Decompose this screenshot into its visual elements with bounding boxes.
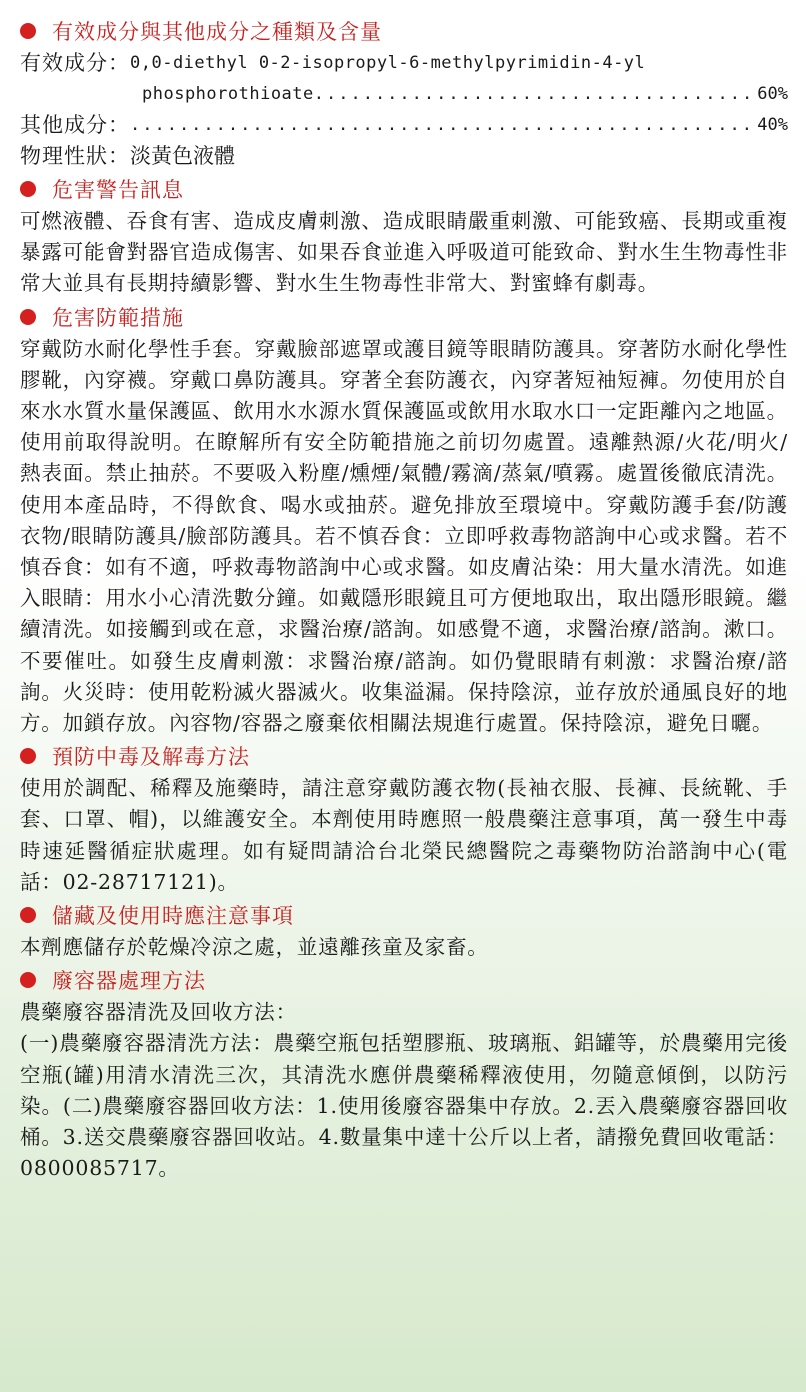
section-heading-ingredients: [20, 14, 788, 48]
active-ingredient-row: [20, 48, 788, 79]
active-ingredient-percent: 60%: [757, 84, 788, 104]
precautions-text: 穿戴防水耐化學性手套。穿戴臉部遮罩或護目鏡等眼睛防護具。穿著防水耐化學性膠靴，內穿襪。穿戴口鼻防護具。穿著全套防護衣，內穿著短袖短褲。勿使用於自來水水質水量保護區、飲用水水源水質保護區或飲用水取水口一定距離內之地區。使用前取得說明。在瞭解所有安全防範措施之前切勿處置。遠離熱源/火花/明火/熱表面。禁止抽菸。不要吸入粉塵/燻煙/氣體/霧滴/蒸氣/噴霧。處置後徹底清洗。使用本產品時，不得飲食、喝水或抽菸。避免排放至環境中。穿戴防護手套/防護衣物/眼睛防護具/臉部防護具。若不慎吞食：立即呼救毒物諮詢中心或求醫。若不慎吞食：如有不適，呼救毒物諮詢中心或求醫。如皮膚沾染：用大量水清洗。如進入眼睛：用水小心清洗數分鐘。如戴隱形眼鏡且可方便地取出，取出隱形眼鏡。繼續清洗。如接觸到或在意，求醫治療/諮詢。如感覺不適，求醫治療/諮詢。漱口。不要催吐。如發生皮膚刺激：求醫治療/諮詢。如仍覺眼睛有刺激：求醫治療/諮詢。火災時：使用乾粉滅火器滅火。收集溢漏。保持陰涼，並存放於通風良好的地方。加鎖存放。內容物/容器之廢棄依相關法規進行處置。保持陰涼，避免日曬。: [20, 336, 788, 736]
bullet-icon: [20, 181, 36, 197]
section-heading-disposal: [20, 963, 788, 997]
physical-state-label: 物理性狀：: [20, 144, 130, 168]
bullet-icon: [20, 748, 36, 764]
heading-text: 危害警告訊息: [52, 178, 184, 202]
hazard-warning-text: 可燃液體、吞食有害、造成皮膚刺激、造成眼睛嚴重刺激、可能致癌、長期或重複暴露可能會對器官造成傷害、如果吞食並進入呼吸道可能致命、對水生生物毒性非常大並具有長期持續影響、對水生生物毒性非常大、對蜜蜂有劇毒。: [20, 209, 788, 296]
poisoning-text: 使用於調配、稀釋及施藥時，請注意穿戴防護衣物(長袖衣服、長褲、長統靴、手套、口罩、帽)，以維護安全。本劑使用時應照一般農藥注意事項，萬一發生中毒時速延醫循症狀處理。如有疑問請洽台北榮民總醫院之毒藥物防治諮詢中心(電話：02-28717121)。: [20, 776, 788, 894]
disposal-intro: 農藥廢容器清洗及回收方法：: [20, 1000, 297, 1025]
bullet-icon: [20, 309, 36, 325]
dot-leader: [130, 110, 757, 141]
section-heading-poisoning: [20, 739, 788, 773]
bullet-icon: [20, 23, 36, 39]
active-ingredient-label: 有效成分：: [20, 51, 130, 75]
disposal-text: (一)農藥廢容器清洗方法：農藥空瓶包括塑膠瓶、玻璃瓶、鋁罐等，於農藥用完後空瓶(罐)用清水清洗三次，其清洗水應併農藥稀釋液使用，勿隨意傾倒，以防污染。(二)農藥廢容器回收方法：1.使用後廢容器集中存放。2.丟入農藥廢容器回收桶。3.送交農藥廢容器回收站。4.數量集中達十公斤以上者，請撥免費回收電話：0800085717。: [20, 1031, 788, 1181]
section-heading-precautions: [20, 300, 788, 334]
physical-state-value: 淡黃色液體: [130, 144, 235, 168]
bullet-icon: [20, 907, 36, 923]
physical-state-row: [20, 141, 788, 172]
bullet-icon: [20, 972, 36, 988]
heading-text: 有效成分與其他成分之種類及含量: [52, 20, 382, 44]
heading-text: 儲藏及使用時應注意事項: [52, 904, 294, 929]
other-ingredient-row: [20, 110, 788, 141]
dot-leader: [314, 79, 758, 110]
active-ingredient-name-line2: phosphorothioate: [142, 84, 314, 104]
active-ingredient-name-line1: 0,0-diethyl 0-2-isopropyl-6-methylpyrimidin-4-yl: [130, 53, 646, 73]
other-ingredient-label: 其他成分：: [20, 113, 130, 137]
active-ingredient-row-2: [20, 79, 788, 110]
heading-text: 預防中毒及解毒方法: [52, 745, 250, 770]
section-heading-hazard-warning: [20, 172, 788, 206]
heading-text: 廢容器處理方法: [52, 969, 206, 994]
section-heading-storage: [20, 898, 788, 932]
storage-text: 本劑應儲存於乾燥冷涼之處，並遠離孩童及家畜。: [20, 935, 489, 960]
heading-text: 危害防範措施: [52, 305, 184, 330]
other-ingredient-percent: 40%: [757, 115, 788, 135]
